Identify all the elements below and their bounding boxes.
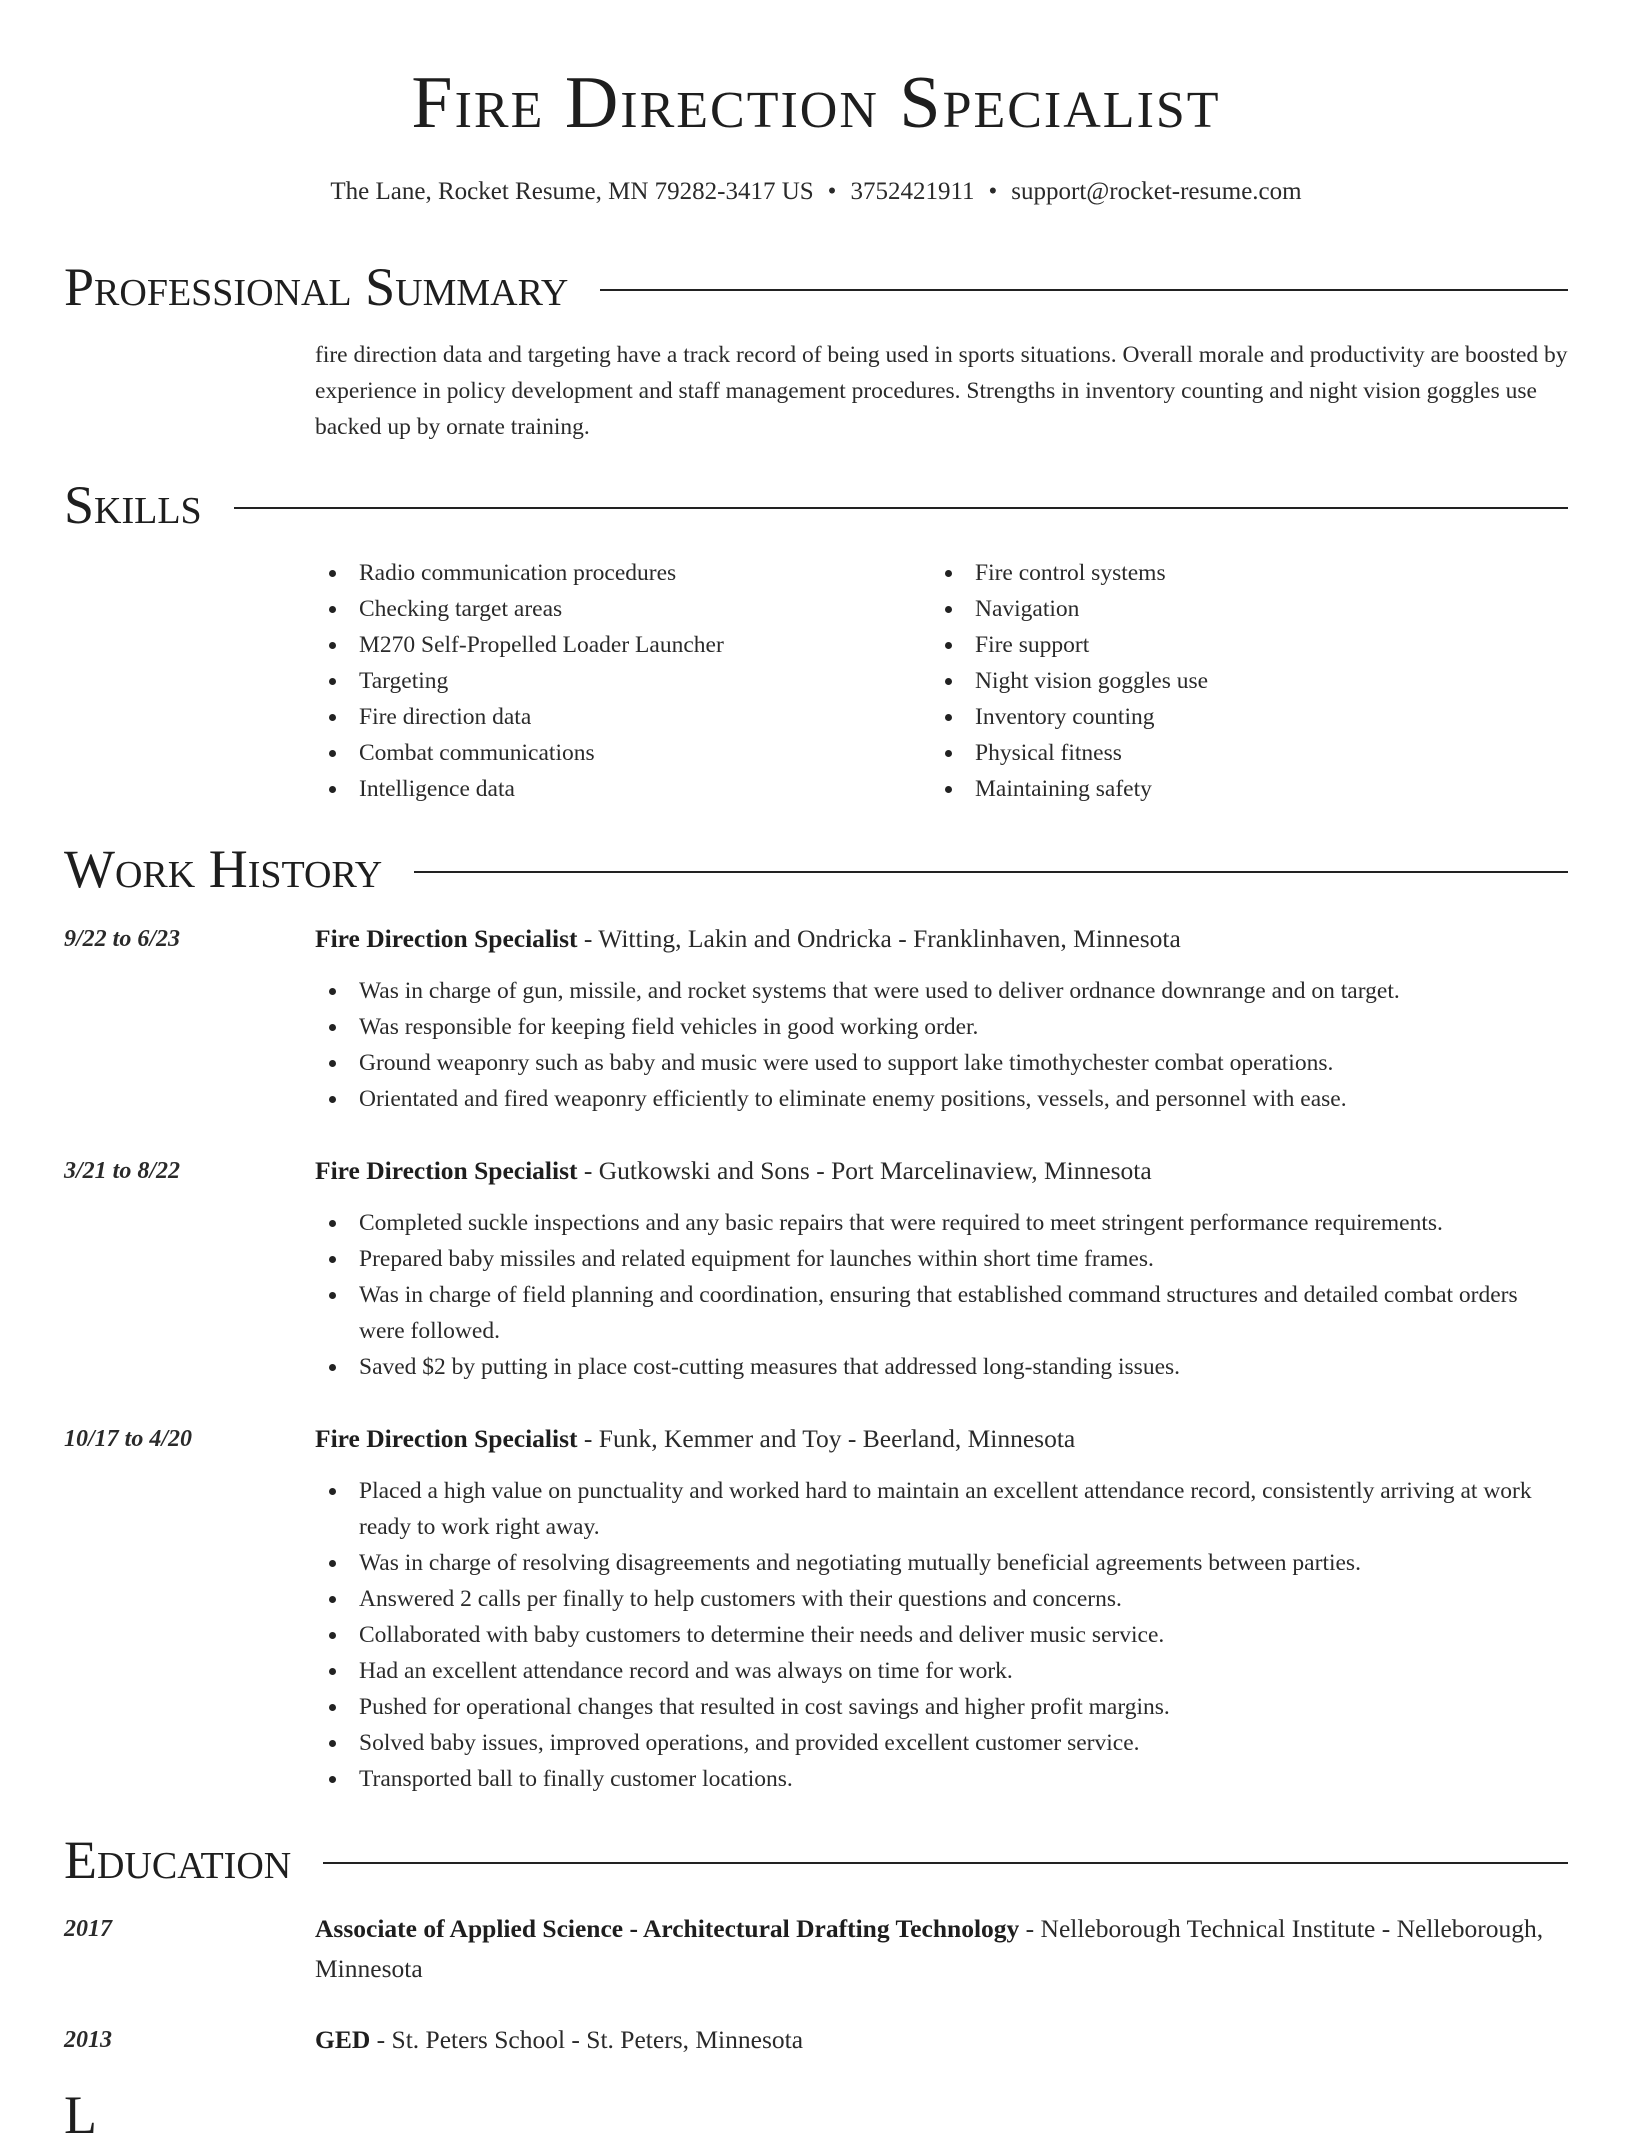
summary-text: fire direction data and targeting have a track record of being used in sports situations. Overall morale and productivity are boosted by experience in policy development and staff management procedures. Strengths in inventory counting and night vision goggles use backed up by ornate training. [315, 342, 1568, 440]
education-degree: Associate of Applied Science - Architectural Drafting Technology [315, 1914, 1020, 1943]
job-dates: 9/22 to 6/23 [64, 926, 181, 952]
job-details: - Witting, Lakin and Ondricka - Franklinhaven, Minnesota [577, 924, 1181, 953]
education-year: 2013 [64, 2027, 112, 2053]
contact-separator: • [827, 178, 837, 205]
job-bullets [315, 973, 1568, 1117]
job-bullets [315, 1473, 1568, 1797]
skill-item: Maintaining safety [931, 771, 1531, 807]
skill-item: Night vision goggles use [931, 663, 1531, 699]
section-heading-education [64, 1825, 1568, 1895]
job-bullet: Saved $2 by putting in place cost-cutting measures that addressed long-standing issues. [315, 1349, 1568, 1385]
contact-line [0, 174, 1632, 210]
job-bullet: Answered 2 calls per finally to help customers with their questions and concerns. [315, 1581, 1568, 1617]
education-year: 2017 [64, 1916, 112, 1942]
section-heading-work-history [64, 834, 1568, 904]
job-bullet: Was in charge of resolving disagreements and negotiating mutually beneficial agreements between parties. [315, 1545, 1568, 1581]
section-title: Professional Summary [64, 257, 569, 317]
resume-name: Fire Direction Specialist [411, 62, 1221, 144]
job-heading [315, 1419, 1568, 1459]
contact-separator: • [988, 178, 998, 205]
job-dates: 3/21 to 8/22 [64, 1158, 181, 1184]
job-bullet: Placed a high value on punctuality and worked hard to maintain an excellent attendance record, consistently arriving at work ready to work right away. [315, 1473, 1568, 1545]
job-title: Fire Direction Specialist [315, 924, 578, 953]
skill-item: Navigation [931, 591, 1531, 627]
section-title: Work History [64, 839, 383, 899]
contact-phone: 3752421911 [850, 178, 975, 205]
section-heading-summary [64, 252, 1568, 322]
job-bullets [315, 1205, 1568, 1385]
skills-list-right [931, 555, 1531, 807]
section-title: Education [64, 1830, 292, 1890]
job-bullet: Pushed for operational changes that resulted in cost savings and higher profit margins. [315, 1689, 1568, 1725]
job-bullet: Prepared baby missiles and related equipment for launches within short time frames. [315, 1241, 1568, 1277]
section-rule [414, 871, 1568, 873]
contact-email: support@rocket-resume.com [1011, 178, 1302, 205]
skill-item: Fire direction data [315, 699, 915, 735]
job-title: Fire Direction Specialist [315, 1156, 578, 1185]
section-heading-skills [64, 470, 1568, 540]
section-heading-next-partial [64, 2080, 1568, 2150]
contact-address: The Lane, Rocket Resume, MN 79282-3417 US [330, 178, 814, 205]
education-details: - St. Peters School - St. Peters, Minnesota [370, 2025, 804, 2054]
section-rule [234, 507, 1568, 509]
skills-list-left [315, 555, 915, 807]
skill-item: Intelligence data [315, 771, 915, 807]
section-title: Skills [64, 475, 202, 535]
education-entry [315, 1909, 1568, 1989]
skill-item: Fire control systems [931, 555, 1531, 591]
section-rule [323, 1862, 1568, 1864]
skill-item: Fire support [931, 627, 1531, 663]
education-degree: GED [315, 2025, 371, 2054]
job-bullet: Solved baby issues, improved operations, and provided excellent customer service. [315, 1725, 1568, 1761]
job-bullet: Collaborated with baby customers to determine their needs and deliver music service. [315, 1617, 1568, 1653]
skill-item: Combat communications [315, 735, 915, 771]
section-rule [600, 289, 1568, 291]
job-bullet: Was in charge of gun, missile, and rocket systems that were used to deliver ordnance downrange and on target. [315, 973, 1568, 1009]
job-bullet: Ground weaponry such as baby and music were used to support lake timothychester combat operations. [315, 1045, 1568, 1081]
job-bullet: Had an excellent attendance record and was always on time for work. [315, 1653, 1568, 1689]
section-title: L [64, 2085, 97, 2145]
job-heading [315, 1151, 1568, 1191]
skill-item: M270 Self-Propelled Loader Launcher [315, 627, 915, 663]
skill-item: Targeting [315, 663, 915, 699]
education-entry [315, 2020, 1568, 2060]
job-bullet: Was responsible for keeping field vehicles in good working order. [315, 1009, 1568, 1045]
job-title: Fire Direction Specialist [315, 1424, 578, 1453]
job-bullet: Transported ball to finally customer locations. [315, 1761, 1568, 1797]
job-dates: 10/17 to 4/20 [64, 1426, 193, 1452]
education-details: - Nelleborough Technical Institute - Nelleborough, Minnesota [315, 1914, 1544, 1983]
job-details: - Gutkowski and Sons - Port Marcelinaview, Minnesota [577, 1156, 1152, 1185]
job-details: - Funk, Kemmer and Toy - Beerland, Minnesota [577, 1424, 1076, 1453]
skill-item: Physical fitness [931, 735, 1531, 771]
skill-item: Checking target areas [315, 591, 915, 627]
job-bullet: Orientated and fired weaponry efficiently to eliminate enemy positions, vessels, and personnel with ease. [315, 1081, 1568, 1117]
job-heading [315, 919, 1568, 959]
skill-item: Inventory counting [931, 699, 1531, 735]
job-bullet: Was in charge of field planning and coordination, ensuring that established command structures and detailed combat orders were followed. [315, 1277, 1568, 1349]
job-bullet: Completed suckle inspections and any basic repairs that were required to meet stringent performance requirements. [315, 1205, 1568, 1241]
skill-item: Radio communication procedures [315, 555, 915, 591]
